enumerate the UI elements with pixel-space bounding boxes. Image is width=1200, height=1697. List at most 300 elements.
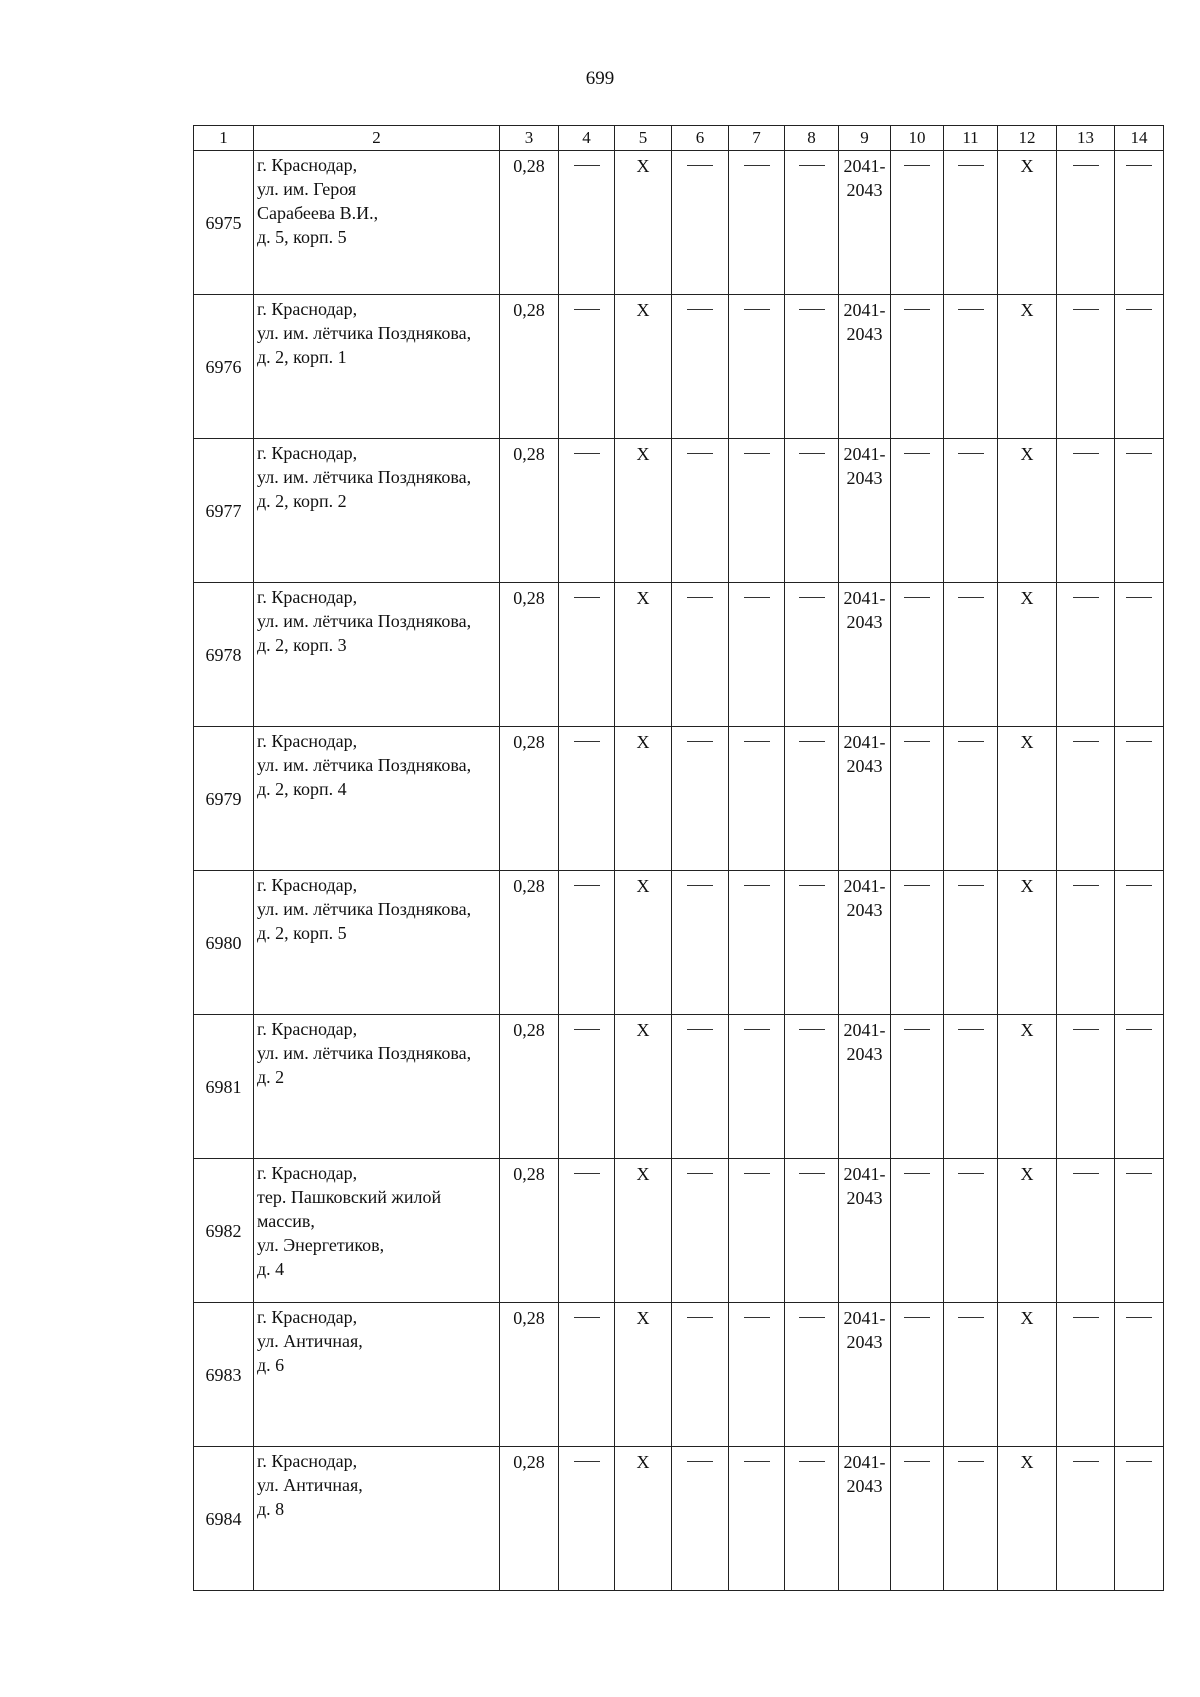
dash-icon — [687, 453, 713, 454]
dash-icon — [799, 165, 825, 166]
empty-cell — [1057, 727, 1115, 871]
address-line: д. 2, корп. 1 — [257, 347, 347, 367]
empty-cell — [559, 1015, 615, 1159]
empty-cell — [1115, 439, 1164, 583]
empty-cell — [785, 295, 839, 439]
empty-cell — [891, 727, 944, 871]
period-cell — [839, 871, 891, 1015]
empty-cell — [1057, 439, 1115, 583]
empty-cell — [785, 1447, 839, 1591]
dash-icon — [904, 1461, 930, 1462]
dash-icon — [1073, 1173, 1099, 1174]
column-header: 5 — [615, 126, 672, 151]
table-row — [194, 1159, 1164, 1303]
dash-icon — [574, 1029, 600, 1030]
period-line: 2043 — [846, 1188, 883, 1208]
column-header: 10 — [891, 126, 944, 151]
address-cell — [254, 1303, 500, 1447]
empty-cell — [891, 151, 944, 295]
column-header: 3 — [500, 126, 559, 151]
empty-cell — [1115, 1447, 1164, 1591]
dash-icon — [574, 885, 600, 886]
period-line: 2043 — [846, 1044, 883, 1064]
period-cell — [839, 151, 891, 295]
empty-cell — [729, 727, 785, 871]
column-header: 12 — [998, 126, 1057, 151]
empty-cell — [729, 295, 785, 439]
empty-cell — [785, 727, 839, 871]
period-line: 2041- — [843, 1164, 886, 1184]
column-header: 8 — [785, 126, 839, 151]
empty-cell — [559, 295, 615, 439]
empty-cell — [559, 439, 615, 583]
empty-cell — [559, 151, 615, 295]
address-line: д. 6 — [257, 1355, 285, 1375]
dash-icon — [574, 1461, 600, 1462]
period-line: 2043 — [846, 1476, 883, 1496]
empty-cell — [559, 727, 615, 871]
period-line: 2041- — [843, 444, 886, 464]
empty-cell — [785, 151, 839, 295]
period-cell — [839, 1303, 891, 1447]
address-line: д. 4 — [257, 1259, 285, 1279]
address-line: д. 2, корп. 4 — [257, 779, 347, 799]
mark-cell: Х — [998, 151, 1057, 295]
empty-cell — [944, 1447, 998, 1591]
address-cell — [254, 295, 500, 439]
empty-cell — [891, 1447, 944, 1591]
empty-cell — [785, 583, 839, 727]
value-cell: 0,28 — [500, 151, 559, 295]
address-line: г. Краснодар, — [257, 1019, 358, 1039]
address-line: г. Краснодар, — [257, 299, 358, 319]
empty-cell — [1115, 1303, 1164, 1447]
dash-icon — [574, 597, 600, 598]
dash-icon — [1126, 885, 1152, 886]
dash-icon — [687, 1173, 713, 1174]
mark-cell: Х — [998, 727, 1057, 871]
dash-icon — [744, 1461, 770, 1462]
dash-icon — [958, 165, 984, 166]
dash-icon — [574, 453, 600, 454]
address-line: г. Краснодар, — [257, 875, 358, 895]
empty-cell — [559, 583, 615, 727]
empty-cell — [729, 1303, 785, 1447]
column-header: 13 — [1057, 126, 1115, 151]
dash-icon — [904, 885, 930, 886]
period-line: 2043 — [846, 180, 883, 200]
dash-icon — [687, 885, 713, 886]
empty-cell — [785, 871, 839, 1015]
address-cell — [254, 1447, 500, 1591]
table-row — [194, 1015, 1164, 1159]
period-line: 2043 — [846, 468, 883, 488]
empty-cell — [891, 295, 944, 439]
mark-cell: Х — [998, 1159, 1057, 1303]
address-line: ул. им. лётчика Позднякова, — [257, 755, 472, 775]
dash-icon — [687, 741, 713, 742]
period-line: 2041- — [843, 732, 886, 752]
row-number: 6981 — [194, 1015, 254, 1159]
value-cell: 0,28 — [500, 727, 559, 871]
address-line: массив, — [257, 1211, 315, 1231]
dash-icon — [958, 309, 984, 310]
empty-cell — [785, 1015, 839, 1159]
empty-cell — [672, 583, 729, 727]
empty-cell — [944, 1159, 998, 1303]
dash-icon — [799, 1029, 825, 1030]
empty-cell — [891, 1159, 944, 1303]
empty-cell — [672, 439, 729, 583]
empty-cell — [559, 871, 615, 1015]
value-cell: 0,28 — [500, 295, 559, 439]
dash-icon — [744, 453, 770, 454]
period-cell — [839, 727, 891, 871]
address-line: ул. Античная, — [257, 1475, 363, 1495]
address-line: ул. Античная, — [257, 1331, 363, 1351]
mark-cell: Х — [615, 1015, 672, 1159]
dash-icon — [958, 597, 984, 598]
dash-icon — [958, 1461, 984, 1462]
empty-cell — [672, 295, 729, 439]
period-line: 2041- — [843, 588, 886, 608]
page-number: 699 — [585, 68, 615, 89]
address-line: г. Краснодар, — [257, 155, 358, 175]
row-number: 6983 — [194, 1303, 254, 1447]
period-cell — [839, 439, 891, 583]
table-row — [194, 871, 1164, 1015]
period-line: 2043 — [846, 324, 883, 344]
address-line: д. 2, корп. 3 — [257, 635, 347, 655]
dash-icon — [744, 885, 770, 886]
column-header: 7 — [729, 126, 785, 151]
empty-cell — [1057, 1015, 1115, 1159]
empty-cell — [729, 1447, 785, 1591]
empty-cell — [1115, 871, 1164, 1015]
empty-cell — [729, 1015, 785, 1159]
table-row — [194, 151, 1164, 295]
table-row — [194, 439, 1164, 583]
address-line: тер. Пашковский жилой — [257, 1187, 442, 1207]
empty-cell — [891, 1015, 944, 1159]
dash-icon — [687, 597, 713, 598]
value-cell: 0,28 — [500, 1447, 559, 1591]
dash-icon — [958, 885, 984, 886]
row-number: 6978 — [194, 583, 254, 727]
empty-cell — [1057, 583, 1115, 727]
dash-icon — [1073, 165, 1099, 166]
mark-cell: Х — [615, 1447, 672, 1591]
dash-icon — [799, 597, 825, 598]
address-line: ул. им. лётчика Позднякова, — [257, 899, 472, 919]
empty-cell — [944, 871, 998, 1015]
period-line: 2043 — [846, 612, 883, 632]
dash-icon — [904, 1173, 930, 1174]
address-line: Сарабеева В.И., — [257, 203, 379, 223]
empty-cell — [785, 1303, 839, 1447]
dash-icon — [574, 309, 600, 310]
mark-cell: Х — [615, 1159, 672, 1303]
empty-cell — [944, 1015, 998, 1159]
table-row — [194, 295, 1164, 439]
empty-cell — [944, 583, 998, 727]
dash-icon — [1073, 597, 1099, 598]
mark-cell: Х — [998, 1303, 1057, 1447]
empty-cell — [785, 1159, 839, 1303]
empty-cell — [559, 1159, 615, 1303]
address-line: г. Краснодар, — [257, 443, 358, 463]
period-line: 2041- — [843, 1452, 886, 1472]
empty-cell — [944, 295, 998, 439]
dash-icon — [1073, 1317, 1099, 1318]
mark-cell: Х — [615, 871, 672, 1015]
column-header: 14 — [1115, 126, 1164, 151]
table-row — [194, 1303, 1164, 1447]
dash-icon — [1126, 741, 1152, 742]
mark-cell: Х — [998, 295, 1057, 439]
period-line: 2041- — [843, 156, 886, 176]
dash-icon — [799, 741, 825, 742]
mark-cell: Х — [998, 1015, 1057, 1159]
register-table — [193, 125, 1164, 1591]
column-header: 11 — [944, 126, 998, 151]
mark-cell: Х — [615, 151, 672, 295]
dash-icon — [799, 1173, 825, 1174]
address-line: ул. им. лётчика Позднякова, — [257, 1043, 472, 1063]
empty-cell — [1115, 1159, 1164, 1303]
dash-icon — [1126, 1317, 1152, 1318]
empty-cell — [1057, 151, 1115, 295]
value-cell: 0,28 — [500, 439, 559, 583]
dash-icon — [1126, 1173, 1152, 1174]
dash-icon — [574, 1317, 600, 1318]
dash-icon — [744, 309, 770, 310]
dash-icon — [687, 1029, 713, 1030]
empty-cell — [672, 1447, 729, 1591]
empty-cell — [559, 1303, 615, 1447]
dash-icon — [799, 1461, 825, 1462]
empty-cell — [785, 439, 839, 583]
table-row — [194, 583, 1164, 727]
dash-icon — [1073, 453, 1099, 454]
dash-icon — [1073, 1461, 1099, 1462]
dash-icon — [958, 1317, 984, 1318]
value-cell: 0,28 — [500, 583, 559, 727]
table-body — [194, 151, 1164, 1591]
period-cell — [839, 1159, 891, 1303]
dash-icon — [1126, 597, 1152, 598]
dash-icon — [958, 1029, 984, 1030]
mark-cell: Х — [615, 439, 672, 583]
dash-icon — [904, 1029, 930, 1030]
column-header: 6 — [672, 126, 729, 151]
dash-icon — [1126, 309, 1152, 310]
address-cell — [254, 583, 500, 727]
empty-cell — [891, 439, 944, 583]
address-line: ул. им. лётчика Позднякова, — [257, 323, 472, 343]
table-row — [194, 727, 1164, 871]
address-line: г. Краснодар, — [257, 731, 358, 751]
column-header: 9 — [839, 126, 891, 151]
dash-icon — [958, 453, 984, 454]
empty-cell — [1115, 1015, 1164, 1159]
address-line: г. Краснодар, — [257, 587, 358, 607]
header-row — [194, 126, 1164, 151]
address-line: д. 8 — [257, 1499, 285, 1519]
dash-icon — [744, 1029, 770, 1030]
dash-icon — [1073, 885, 1099, 886]
empty-cell — [729, 151, 785, 295]
dash-icon — [1126, 1461, 1152, 1462]
empty-cell — [944, 727, 998, 871]
row-number: 6980 — [194, 871, 254, 1015]
empty-cell — [559, 1447, 615, 1591]
empty-cell — [729, 871, 785, 1015]
value-cell: 0,28 — [500, 871, 559, 1015]
dash-icon — [904, 165, 930, 166]
address-line: ул. им. Героя — [257, 179, 357, 199]
row-number: 6984 — [194, 1447, 254, 1591]
mark-cell: Х — [998, 439, 1057, 583]
empty-cell — [672, 727, 729, 871]
period-cell — [839, 1015, 891, 1159]
dash-icon — [744, 1173, 770, 1174]
dash-icon — [799, 453, 825, 454]
column-header: 2 — [254, 126, 500, 151]
empty-cell — [672, 871, 729, 1015]
dash-icon — [904, 453, 930, 454]
dash-icon — [904, 309, 930, 310]
row-number: 6976 — [194, 295, 254, 439]
dash-icon — [1126, 165, 1152, 166]
value-cell: 0,28 — [500, 1015, 559, 1159]
dash-icon — [687, 165, 713, 166]
dash-icon — [687, 1317, 713, 1318]
mark-cell: Х — [615, 583, 672, 727]
address-line: ул. им. лётчика Позднякова, — [257, 611, 472, 631]
mark-cell: Х — [615, 295, 672, 439]
dash-icon — [744, 1317, 770, 1318]
period-line: 2043 — [846, 756, 883, 776]
empty-cell — [672, 1303, 729, 1447]
address-cell — [254, 1159, 500, 1303]
dash-icon — [1126, 1029, 1152, 1030]
empty-cell — [1057, 1159, 1115, 1303]
address-line: д. 2, корп. 5 — [257, 923, 347, 943]
dash-icon — [958, 741, 984, 742]
dash-icon — [1073, 309, 1099, 310]
row-number: 6975 — [194, 151, 254, 295]
address-line: д. 2 — [257, 1067, 285, 1087]
empty-cell — [672, 151, 729, 295]
empty-cell — [672, 1015, 729, 1159]
address-line: г. Краснодар, — [257, 1451, 358, 1471]
address-line: г. Краснодар, — [257, 1163, 358, 1183]
empty-cell — [729, 1159, 785, 1303]
dash-icon — [744, 165, 770, 166]
mark-cell: Х — [615, 727, 672, 871]
empty-cell — [944, 1303, 998, 1447]
period-line: 2041- — [843, 876, 886, 896]
period-line: 2041- — [843, 1020, 886, 1040]
dash-icon — [1126, 453, 1152, 454]
period-line: 2041- — [843, 300, 886, 320]
dash-icon — [574, 165, 600, 166]
period-line: 2041- — [843, 1308, 886, 1328]
dash-icon — [799, 309, 825, 310]
dash-icon — [687, 309, 713, 310]
address-line: г. Краснодар, — [257, 1307, 358, 1327]
mark-cell: Х — [998, 1447, 1057, 1591]
mark-cell: Х — [615, 1303, 672, 1447]
empty-cell — [1115, 583, 1164, 727]
empty-cell — [1115, 295, 1164, 439]
dash-icon — [958, 1173, 984, 1174]
row-number: 6982 — [194, 1159, 254, 1303]
empty-cell — [1057, 1303, 1115, 1447]
address-cell — [254, 151, 500, 295]
mark-cell: Х — [998, 871, 1057, 1015]
empty-cell — [1057, 871, 1115, 1015]
empty-cell — [1115, 727, 1164, 871]
value-cell: 0,28 — [500, 1303, 559, 1447]
period-line: 2043 — [846, 1332, 883, 1352]
empty-cell — [944, 439, 998, 583]
address-line: ул. им. лётчика Позднякова, — [257, 467, 472, 487]
empty-cell — [944, 151, 998, 295]
address-line: д. 2, корп. 2 — [257, 491, 347, 511]
column-header: 1 — [194, 126, 254, 151]
address-cell — [254, 439, 500, 583]
dash-icon — [904, 597, 930, 598]
dash-icon — [1073, 1029, 1099, 1030]
empty-cell — [1057, 1447, 1115, 1591]
dash-icon — [904, 741, 930, 742]
address-cell — [254, 727, 500, 871]
empty-cell — [891, 583, 944, 727]
value-cell: 0,28 — [500, 1159, 559, 1303]
address-cell — [254, 1015, 500, 1159]
address-line: д. 5, корп. 5 — [257, 227, 347, 247]
address-cell — [254, 871, 500, 1015]
empty-cell — [672, 1159, 729, 1303]
dash-icon — [744, 597, 770, 598]
dash-icon — [799, 885, 825, 886]
empty-cell — [729, 583, 785, 727]
dash-icon — [687, 1461, 713, 1462]
row-number: 6977 — [194, 439, 254, 583]
period-cell — [839, 583, 891, 727]
empty-cell — [891, 1303, 944, 1447]
address-line: ул. Энергетиков, — [257, 1235, 385, 1255]
mark-cell: Х — [998, 583, 1057, 727]
row-number: 6979 — [194, 727, 254, 871]
dash-icon — [1073, 741, 1099, 742]
dash-icon — [574, 741, 600, 742]
period-line: 2043 — [846, 900, 883, 920]
period-cell — [839, 1447, 891, 1591]
dash-icon — [799, 1317, 825, 1318]
empty-cell — [891, 871, 944, 1015]
dash-icon — [744, 741, 770, 742]
empty-cell — [1057, 295, 1115, 439]
empty-cell — [729, 439, 785, 583]
period-cell — [839, 295, 891, 439]
table-row — [194, 1447, 1164, 1591]
dash-icon — [904, 1317, 930, 1318]
dash-icon — [574, 1173, 600, 1174]
empty-cell — [1115, 151, 1164, 295]
